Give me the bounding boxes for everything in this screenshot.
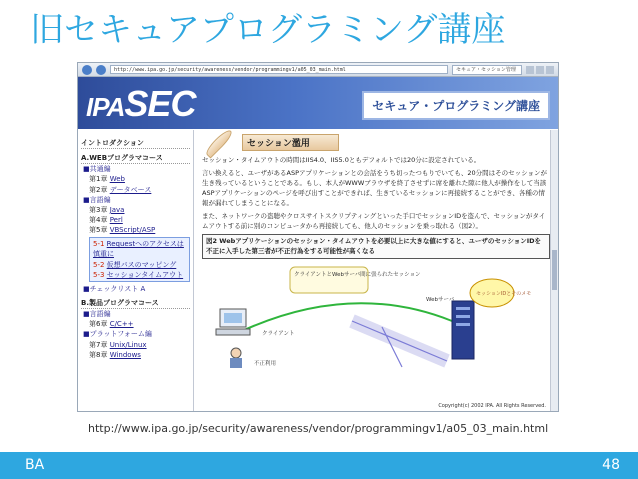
sidebar-item-java[interactable]: 第3章 Java (89, 205, 125, 214)
session-diagram (202, 261, 532, 369)
person-body (230, 358, 242, 368)
footer-bar (0, 452, 638, 479)
session-arc (242, 304, 452, 332)
section-heading: セッション濫用 (202, 134, 550, 151)
attacker-label: 不正利用 (254, 361, 277, 368)
sidebar-lang-b: ■言語編 (83, 310, 111, 319)
browser-tab[interactable]: セキュア・セッション管理 (452, 65, 522, 75)
person-icon (231, 348, 241, 358)
sidebar-item-perl[interactable]: 第4章 Perl (89, 215, 123, 224)
server-label: Webサーバ (426, 297, 455, 304)
session-bubble (290, 267, 368, 293)
paragraph-1: セッション・タイムアウトの時間はIIS4.0、IIS5.0ともデフォルトでは20分に設定されている。 (202, 156, 481, 164)
sidebar-course-b[interactable]: B.製品プログラマコース (81, 298, 190, 309)
figure-caption: 図2 Webアプリケーションのセッション・タイムアウトを必要以上に大きな値にすると、ユーザのセッションIDを不正に入手した第三者が不正行為をする可能性が高くなる (202, 234, 550, 259)
browser-toolbar (78, 63, 558, 77)
sidebar-item-unix[interactable]: 第7章 Unix/Linux (89, 340, 147, 349)
sidebar-checklist[interactable]: ■チェックリスト A (83, 284, 146, 293)
page-number: 48 (602, 457, 620, 473)
session-figure (202, 261, 550, 369)
network-line (352, 321, 447, 361)
server-slot (456, 307, 470, 310)
sidebar-item-windows[interactable]: 第8章 Windows (89, 350, 141, 359)
client-label: クライアント (262, 331, 295, 338)
server-slot (456, 323, 470, 326)
paragraph-3: また、ネットワークの盗聴やクロスサイトスクリプティングといった手口でセッションIDを盗んで、セッションがタイムアウトする前に別のコンピュータから再接続しても、他人のセッションを乗っ取れる（図2）。 (202, 212, 546, 231)
client-screen (224, 313, 242, 323)
sidebar-item-web[interactable]: 第1章 Web (89, 175, 125, 184)
sidebar-subitem-session-timeout[interactable]: 5-3 セッションタイムアウト (93, 270, 184, 279)
main-content (194, 130, 558, 411)
browser-screenshot (77, 62, 559, 412)
source-url: http://www.ipa.go.jp/security/awareness/vendor/programmingv1/a05_03_main.html (88, 422, 549, 435)
sidebar-subitem-virtual-path[interactable]: 5-2 仮想パスのマッピング (93, 260, 177, 269)
scrollbar[interactable] (550, 130, 558, 411)
sidebar-lang: ■言語編 (83, 195, 111, 204)
server-slot (456, 315, 470, 318)
scrollbar-thumb[interactable] (552, 250, 557, 290)
site-banner (78, 77, 558, 129)
sidebar-item-vbscript[interactable]: 第5章 VBScript/ASP (89, 226, 156, 235)
sidebar-platform: ■プラットフォーム編 (83, 330, 152, 339)
slide-title: 旧セキュアプログラミング講座 (30, 10, 506, 50)
ipa-sec-logo[interactable]: IPASEC (86, 83, 196, 124)
star-icon[interactable] (536, 66, 544, 74)
toolbar-icons (526, 66, 554, 74)
forward-icon[interactable] (96, 65, 106, 75)
sidebar-item-database[interactable]: 第2章 データベース (89, 185, 152, 194)
footer-label: BA (25, 457, 45, 473)
pushpin-icon (203, 127, 234, 158)
sidebar (78, 130, 194, 411)
sidebar-subsection-box (89, 237, 190, 282)
address-bar[interactable]: http://www.ipa.go.jp/security/awareness/vendor/programmingv1/a05_03_main.html (110, 65, 448, 74)
sidebar-item-c[interactable]: 第6章 C/C++ (89, 320, 134, 329)
session-id-text: セッションIDとそのメモリ (476, 291, 532, 298)
banner-label: セキュア・プログラミング講座 (362, 91, 550, 120)
sidebar-intro[interactable]: イントロダクション (81, 138, 190, 149)
home-icon[interactable] (526, 66, 534, 74)
copyright: Copyright(c) 2002 IPA. All Rights Reserved. (438, 403, 546, 409)
back-icon[interactable] (82, 65, 92, 75)
gear-icon[interactable] (546, 66, 554, 74)
paragraph-2: 言い換えると、ユーザがあるASPアプリケーションとの会話をうち切ったつもりでいても、20分間はそのセッションが生き残っているということである。もし、本人がWWWブラウザを終了させずに席を離れた隙に他人が操作をして当該ASPアプリケーションのページを呼び出すことができれば、生きているセッションに再接続することができ、各種の情報が漏れてしまうことになる。 (202, 169, 547, 208)
session-bubble-text: クライアントとWebサーバ間に張られたセッション (294, 272, 421, 279)
sidebar-course-a[interactable]: A.WEBプログラマコース (81, 153, 190, 164)
client-keyboard (216, 329, 250, 335)
sidebar-subitem-request[interactable]: 5-1 Requestへのアクセスは慎重に (93, 240, 184, 259)
sidebar-common: ■共通編 (83, 165, 111, 174)
